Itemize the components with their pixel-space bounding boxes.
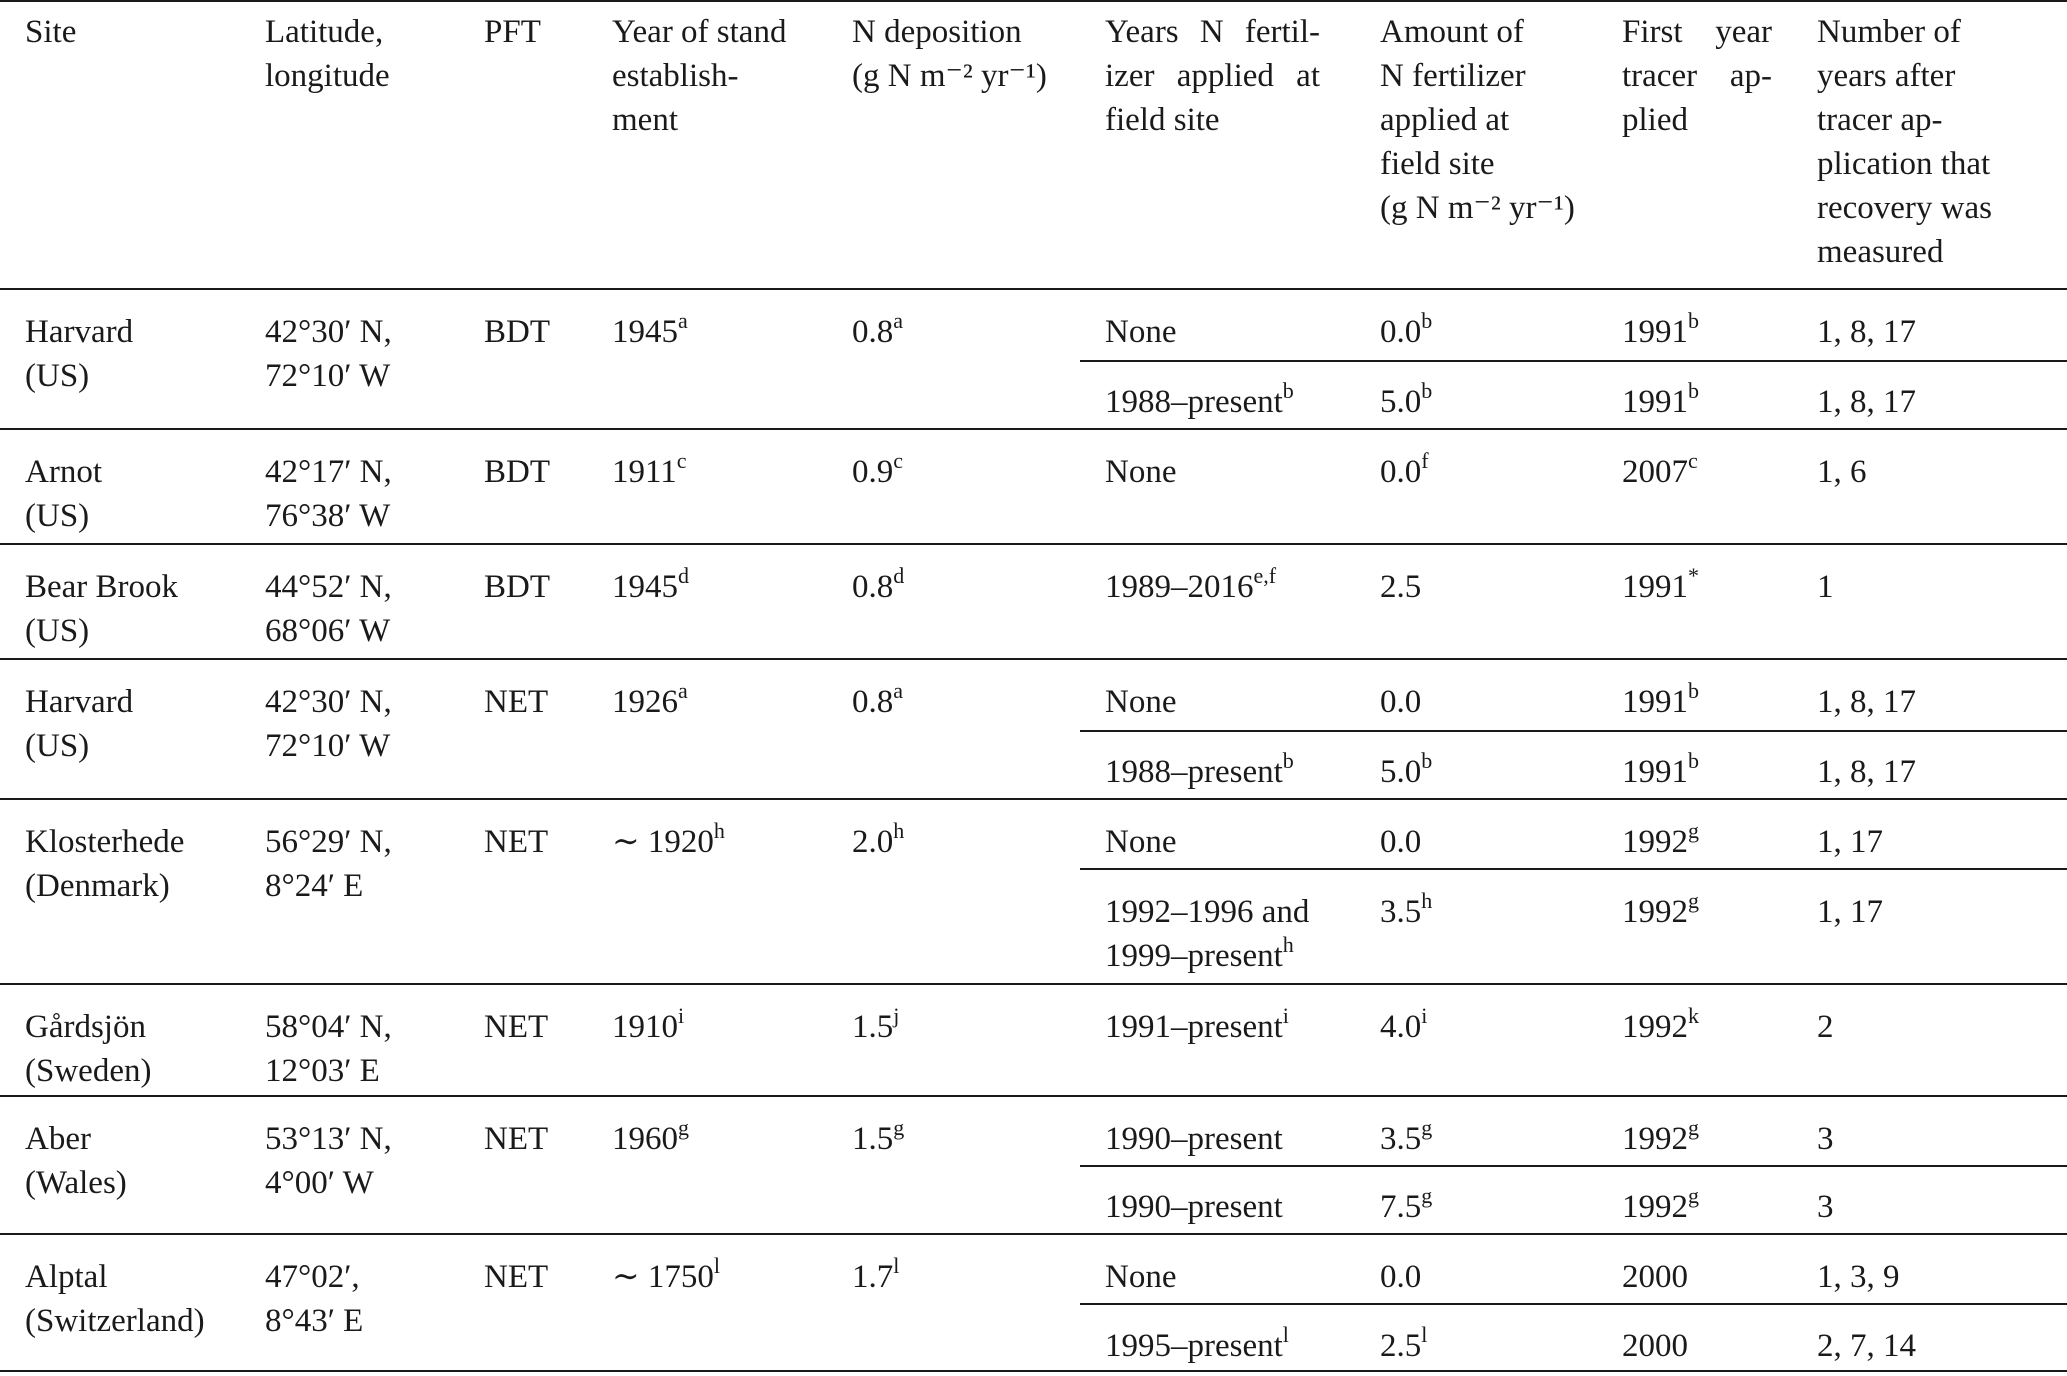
stand-year-value: ∼ 1920 <box>612 824 714 860</box>
fertilizer-amount <box>1380 890 1432 934</box>
coord-line: 68°06′ W <box>265 613 391 649</box>
n-deposition <box>852 565 904 609</box>
header-line: (g N m⁻² yr⁻¹) <box>1380 190 1575 226</box>
fertilizer-amount-value: 2.5 <box>1380 569 1422 605</box>
fertilizer-years <box>1105 890 1309 978</box>
first-tracer-year-footnote: g <box>1688 818 1699 843</box>
stand-year <box>612 310 688 354</box>
n-deposition-footnote: c <box>893 448 904 473</box>
stand-year-value: 1945 <box>612 569 678 605</box>
site-line: (US) <box>25 613 90 649</box>
header-n <box>1817 10 1992 274</box>
fertilizer-amount-footnote: i <box>1421 1003 1428 1028</box>
header-line: (g N m⁻² yr⁻¹) <box>852 58 1047 94</box>
stand-year-footnote: h <box>713 818 725 843</box>
first-tracer-year-value: 1991 <box>1622 314 1688 350</box>
fertilizer-years-line <box>1105 1324 1289 1368</box>
header-line: years after <box>1817 58 1956 94</box>
first-tracer-year <box>1622 750 1699 794</box>
first-tracer-year-value: 1991 <box>1622 754 1688 790</box>
first-tracer-year-footnote: * <box>1688 563 1699 588</box>
header-line: First year <box>1622 14 1772 50</box>
first-tracer-year <box>1622 1255 1688 1299</box>
header-first <box>1622 10 1772 142</box>
site-line: (US) <box>25 728 90 764</box>
fertilizer-amount-footnote: g <box>1421 1183 1433 1208</box>
fertilizer-amount <box>1380 1324 1427 1368</box>
coordinates <box>265 1117 392 1205</box>
fertilizer-years-line <box>1105 310 1176 354</box>
n-deposition <box>852 1117 904 1161</box>
stand-year <box>612 565 689 609</box>
stand-year-footnote: g <box>678 1115 689 1140</box>
fertilizer-years-line <box>1105 750 1294 794</box>
fertilizer-years-value: None <box>1105 1259 1177 1295</box>
fertilizer-years-value: 1992–1996 and <box>1105 894 1310 930</box>
fertilizer-amount <box>1380 1255 1421 1299</box>
header-pft <box>484 10 541 54</box>
first-tracer-year <box>1622 820 1699 864</box>
recovery-years: 1, 17 <box>1817 894 1883 930</box>
site-name <box>25 1255 205 1343</box>
header-line: Number of <box>1817 14 1961 50</box>
n-deposition <box>852 820 904 864</box>
pft: NET <box>484 1121 549 1157</box>
fertilizer-years-line <box>1105 1255 1176 1299</box>
stand-year-value: 1926 <box>612 684 678 720</box>
stand-year-value: 1910 <box>612 1009 678 1045</box>
n-deposition <box>852 680 903 724</box>
fertilizer-years-value: 1988–present <box>1105 384 1283 420</box>
fertilizer-years <box>1105 1185 1283 1229</box>
recovery-years: 1 <box>1817 569 1834 605</box>
first-tracer-year <box>1622 1185 1699 1229</box>
coord-line: 44°52′ N, <box>265 569 392 605</box>
stand-year <box>612 450 687 494</box>
fertilizer-years-footnote: i <box>1282 1003 1289 1028</box>
fertilizer-amount-value: 4.0 <box>1380 1009 1422 1045</box>
stand-year-value: 1911 <box>612 454 677 490</box>
header-line: Years N fertil- <box>1105 14 1320 50</box>
coord-line: 72°10′ W <box>265 728 391 764</box>
n-deposition-value: 0.8 <box>852 569 894 605</box>
stand-year-footnote: d <box>678 563 689 588</box>
recovery-years: 1, 3, 9 <box>1817 1259 1900 1295</box>
site-line: Gårdsjön <box>25 1009 146 1045</box>
group-rule <box>0 428 2067 430</box>
group-rule <box>0 983 2067 985</box>
coordinates <box>265 1255 363 1343</box>
fertilizer-amount-footnote: g <box>1421 1115 1433 1140</box>
n-deposition-value: 1.7 <box>852 1259 894 1295</box>
site-name <box>25 310 133 398</box>
fertilizer-amount <box>1380 750 1432 794</box>
header-line: N deposition <box>852 14 1022 50</box>
header-dep <box>852 10 1047 98</box>
fertilizer-amount-value: 3.5 <box>1380 894 1422 930</box>
recovery-years: 3 <box>1817 1189 1834 1225</box>
fertilizer-amount-value: 0.0 <box>1380 684 1422 720</box>
fertilizer-years-line <box>1105 934 1309 978</box>
site-name <box>25 565 178 653</box>
fertilizer-years-value: 1990–present <box>1105 1189 1283 1225</box>
n-deposition-footnote: a <box>893 678 904 703</box>
stand-year <box>612 1117 689 1161</box>
fertilizer-years-footnote: l <box>1282 1322 1289 1347</box>
subrow-rule <box>1080 868 2067 870</box>
first-tracer-year-value: 1992 <box>1622 894 1688 930</box>
header-line: field site <box>1380 146 1495 182</box>
fertilizer-amount-footnote: b <box>1421 308 1433 333</box>
pft: NET <box>484 824 549 860</box>
fertilizer-years-value: 1988–present <box>1105 754 1283 790</box>
first-tracer-year <box>1622 680 1699 724</box>
fertilizer-amount <box>1380 310 1432 354</box>
header-rule <box>0 288 2067 290</box>
first-tracer-year <box>1622 1324 1688 1368</box>
first-tracer-year-footnote: b <box>1688 678 1699 703</box>
first-tracer-year-footnote: k <box>1688 1003 1699 1028</box>
coord-line: 47°02′, <box>265 1259 360 1295</box>
first-tracer-year-footnote: b <box>1688 378 1699 403</box>
pft: NET <box>484 1259 549 1295</box>
coord-line: 56°29′ N, <box>265 824 392 860</box>
header-site <box>25 10 76 54</box>
fertilizer-years-value: None <box>1105 684 1177 720</box>
subrow-rule <box>1080 1165 2067 1167</box>
recovery-years: 1, 8, 17 <box>1817 684 1916 720</box>
first-tracer-year <box>1622 1117 1699 1161</box>
site-line: Arnot <box>25 454 102 490</box>
header-line: measured <box>1817 234 1944 270</box>
n-deposition-value: 0.8 <box>852 684 894 720</box>
fertilizer-amount-footnote: h <box>1421 888 1433 913</box>
header-line: PFT <box>484 14 541 50</box>
fertilizer-years-line <box>1105 680 1176 724</box>
first-tracer-year-footnote: g <box>1688 1115 1699 1140</box>
fertilizer-years-line <box>1105 820 1176 864</box>
coord-line: 53°13′ N, <box>265 1121 392 1157</box>
stand-year <box>612 820 725 864</box>
header-line: recovery was <box>1817 190 1992 226</box>
recovery-years: 1, 8, 17 <box>1817 384 1916 420</box>
fertilizer-years <box>1105 1324 1289 1368</box>
fertilizer-amount-value: 7.5 <box>1380 1189 1422 1225</box>
group-rule <box>0 658 2067 660</box>
fertilizer-years <box>1105 1117 1283 1161</box>
fertilizer-years <box>1105 1005 1289 1049</box>
coord-line: 12°03′ E <box>265 1053 380 1089</box>
first-tracer-year-value: 1991 <box>1622 384 1688 420</box>
first-tracer-year <box>1622 450 1698 494</box>
site-name <box>25 450 102 538</box>
fertilizer-amount-value: 3.5 <box>1380 1121 1422 1157</box>
stand-year-value: 1945 <box>612 314 678 350</box>
coordinates <box>265 450 392 538</box>
fertilizer-years-line <box>1105 380 1294 424</box>
n-deposition-value: 1.5 <box>852 1121 894 1157</box>
site-line: (Switzerland) <box>25 1303 205 1339</box>
first-tracer-year-value: 1992 <box>1622 824 1688 860</box>
first-tracer-year-footnote: g <box>1688 888 1699 913</box>
first-tracer-year <box>1622 565 1699 609</box>
first-tracer-year <box>1622 310 1699 354</box>
fertilizer-amount <box>1380 450 1429 494</box>
site-line: (Sweden) <box>25 1053 152 1089</box>
stand-year-footnote: i <box>678 1003 685 1028</box>
fertilizer-years-value: 1990–present <box>1105 1121 1283 1157</box>
header-line: plication that <box>1817 146 1991 182</box>
recovery-years: 1, 6 <box>1817 454 1867 490</box>
n-deposition-value: 2.0 <box>852 824 894 860</box>
first-tracer-year-value: 1991 <box>1622 684 1688 720</box>
n-deposition-footnote: a <box>893 308 904 333</box>
coord-line: 8°24′ E <box>265 868 364 904</box>
pft: BDT <box>484 569 550 605</box>
header-line: izer applied at <box>1105 58 1320 94</box>
n-deposition-footnote: l <box>893 1253 900 1278</box>
fertilizer-years-value: 1995–present <box>1105 1328 1283 1364</box>
fertilizer-years <box>1105 750 1294 794</box>
header-line: ment <box>612 102 678 138</box>
fertilizer-amount-footnote: b <box>1421 378 1433 403</box>
stand-year-footnote: c <box>676 448 687 473</box>
recovery-years: 2 <box>1817 1009 1834 1045</box>
stand-year <box>612 1255 720 1299</box>
header-line: Amount of <box>1380 14 1524 50</box>
recovery-years: 1, 8, 17 <box>1817 754 1916 790</box>
first-tracer-year-footnote: g <box>1688 1183 1699 1208</box>
stand-year-footnote: l <box>713 1253 721 1278</box>
fertilizer-years <box>1105 450 1176 494</box>
header-line: applied at <box>1380 102 1510 138</box>
fertilizer-years-value: None <box>1105 314 1177 350</box>
site-line: Harvard <box>25 684 134 720</box>
first-tracer-year-value: 1992 <box>1622 1009 1688 1045</box>
fertilizer-amount-footnote: b <box>1421 748 1433 773</box>
fertilizer-years-value: 1991–present <box>1105 1009 1283 1045</box>
fertilizer-years <box>1105 820 1176 864</box>
group-rule <box>0 798 2067 800</box>
group-rule <box>0 1370 2067 1372</box>
first-tracer-year <box>1622 1005 1699 1049</box>
n-deposition-footnote: h <box>893 818 905 843</box>
recovery-years: 2, 7, 14 <box>1817 1328 1916 1364</box>
n-deposition <box>852 1005 899 1049</box>
stand-year-footnote: a <box>678 678 688 703</box>
coordinates <box>265 820 392 908</box>
header-line: Latitude, <box>265 14 384 50</box>
header-line: tracer ap- <box>1622 58 1772 94</box>
site-line: Harvard <box>25 314 134 350</box>
stand-year-footnote: a <box>678 308 688 333</box>
site-line: Alptal <box>25 1259 108 1295</box>
fertilizer-amount <box>1380 565 1421 609</box>
stand-year-value: ∼ 1750 <box>612 1259 714 1295</box>
header-line: Site <box>25 14 77 50</box>
fertilizer-years-footnote: b <box>1282 378 1294 403</box>
first-tracer-year-footnote: b <box>1688 748 1699 773</box>
header-coords <box>265 10 390 98</box>
site-name <box>25 1117 127 1205</box>
fertilizer-amount-footnote: l <box>1421 1322 1428 1347</box>
top-rule <box>0 0 2067 2</box>
group-rule <box>0 1095 2067 1097</box>
coordinates <box>265 565 392 653</box>
header-line: longitude <box>265 58 390 94</box>
fertilizer-years-value: 1989–2016 <box>1105 569 1254 605</box>
fertilizer-years-value: 1999–present <box>1105 938 1283 974</box>
first-tracer-year-value: 2000 <box>1622 1259 1688 1295</box>
fertilizer-amount-value: 0.0 <box>1380 454 1422 490</box>
coordinates <box>265 680 392 768</box>
site-name <box>25 820 184 908</box>
site-line: (US) <box>25 358 90 394</box>
fertilizer-amount <box>1380 820 1421 864</box>
fertilizer-years-footnote: b <box>1282 748 1294 773</box>
n-deposition <box>852 1255 899 1299</box>
subrow-rule <box>1080 360 2067 362</box>
n-deposition-footnote: g <box>893 1115 905 1140</box>
fertilizer-amount <box>1380 680 1421 724</box>
fertilizer-amount-value: 2.5 <box>1380 1328 1422 1364</box>
recovery-years: 1, 8, 17 <box>1817 314 1916 350</box>
fertilizer-years-line <box>1105 450 1176 494</box>
coord-line: 4°00′ W <box>265 1165 374 1201</box>
pft: NET <box>484 1009 549 1045</box>
fertilizer-amount-value: 0.0 <box>1380 1259 1422 1295</box>
coordinates <box>265 1005 392 1093</box>
fertilizer-years-footnote: e,f <box>1253 563 1277 588</box>
first-tracer-year-value: 1992 <box>1622 1121 1688 1157</box>
group-rule <box>0 1233 2067 1235</box>
stand-year <box>612 1005 684 1049</box>
coordinates <box>265 310 392 398</box>
n-deposition-value: 0.9 <box>852 454 894 490</box>
fertilizer-amount-footnote: f <box>1421 448 1429 473</box>
fertilizer-amount <box>1380 1117 1432 1161</box>
coord-line: 58°04′ N, <box>265 1009 392 1045</box>
fertilizer-years-line <box>1105 1117 1283 1161</box>
first-tracer-year-value: 2000 <box>1622 1328 1688 1364</box>
fertilizer-years-line <box>1105 565 1276 609</box>
site-line: Klosterhede <box>25 824 185 860</box>
site-line: Bear Brook <box>25 569 179 605</box>
fertilizer-years-value: None <box>1105 454 1177 490</box>
fertilizer-amount <box>1380 1005 1427 1049</box>
fertilizer-years <box>1105 680 1176 724</box>
header-line: N fertilizer <box>1380 58 1526 94</box>
first-tracer-year-footnote: b <box>1688 308 1699 333</box>
coord-line: 42°30′ N, <box>265 684 392 720</box>
header-line: tracer ap- <box>1817 102 1943 138</box>
recovery-years: 1, 17 <box>1817 824 1883 860</box>
n-deposition-value: 1.5 <box>852 1009 894 1045</box>
pft: NET <box>484 684 549 720</box>
recovery-years: 3 <box>1817 1121 1834 1157</box>
coord-line: 72°10′ W <box>265 358 391 394</box>
header-line: field site <box>1105 102 1220 138</box>
site-line: (US) <box>25 498 90 534</box>
n-deposition-value: 0.8 <box>852 314 894 350</box>
first-tracer-year-footnote: c <box>1688 448 1698 473</box>
fertilizer-years <box>1105 380 1294 424</box>
header-line: plied <box>1622 102 1688 138</box>
fertilizer-years-value: None <box>1105 824 1177 860</box>
n-deposition <box>852 450 903 494</box>
subrow-rule <box>1080 1303 2067 1305</box>
pft: BDT <box>484 314 550 350</box>
subrow-rule <box>1080 730 2067 732</box>
n-deposition-footnote: j <box>893 1003 900 1028</box>
fertilizer-amount-value: 5.0 <box>1380 384 1422 420</box>
first-tracer-year-value: 1991 <box>1622 569 1688 605</box>
coord-line: 42°17′ N, <box>265 454 392 490</box>
first-tracer-year <box>1622 890 1699 934</box>
fertilizer-years <box>1105 1255 1176 1299</box>
first-tracer-year-value: 1992 <box>1622 1189 1688 1225</box>
header-amount <box>1380 10 1575 230</box>
header-years <box>1105 10 1320 142</box>
first-tracer-year-value: 2007 <box>1622 454 1688 490</box>
group-rule <box>0 543 2067 545</box>
stand-year-value: 1960 <box>612 1121 678 1157</box>
site-line: Aber <box>25 1121 91 1157</box>
site-name <box>25 680 133 768</box>
stand-year <box>612 680 688 724</box>
fertilizer-years-line <box>1105 1185 1283 1229</box>
header-line: establish- <box>612 58 739 94</box>
fertilizer-amount-value: 0.0 <box>1380 824 1422 860</box>
header-line: Year of stand <box>612 14 787 50</box>
site-name <box>25 1005 151 1093</box>
first-tracer-year <box>1622 380 1699 424</box>
fertilizer-years <box>1105 565 1276 609</box>
fertilizer-amount-value: 5.0 <box>1380 754 1422 790</box>
pft: BDT <box>484 454 550 490</box>
fertilizer-years-footnote: h <box>1282 932 1294 957</box>
fertilizer-amount <box>1380 1185 1432 1229</box>
fertilizer-amount <box>1380 380 1432 424</box>
coord-line: 8°43′ E <box>265 1303 364 1339</box>
coord-line: 76°38′ W <box>265 498 391 534</box>
header-year <box>612 10 786 142</box>
n-deposition <box>852 310 903 354</box>
coord-line: 42°30′ N, <box>265 314 392 350</box>
fertilizer-years <box>1105 310 1176 354</box>
site-line: (Denmark) <box>25 868 170 904</box>
fertilizer-years-line <box>1105 890 1309 934</box>
fertilizer-amount-value: 0.0 <box>1380 314 1422 350</box>
fertilizer-years-line <box>1105 1005 1289 1049</box>
n-deposition-footnote: d <box>893 563 905 588</box>
site-line: (Wales) <box>25 1165 127 1201</box>
